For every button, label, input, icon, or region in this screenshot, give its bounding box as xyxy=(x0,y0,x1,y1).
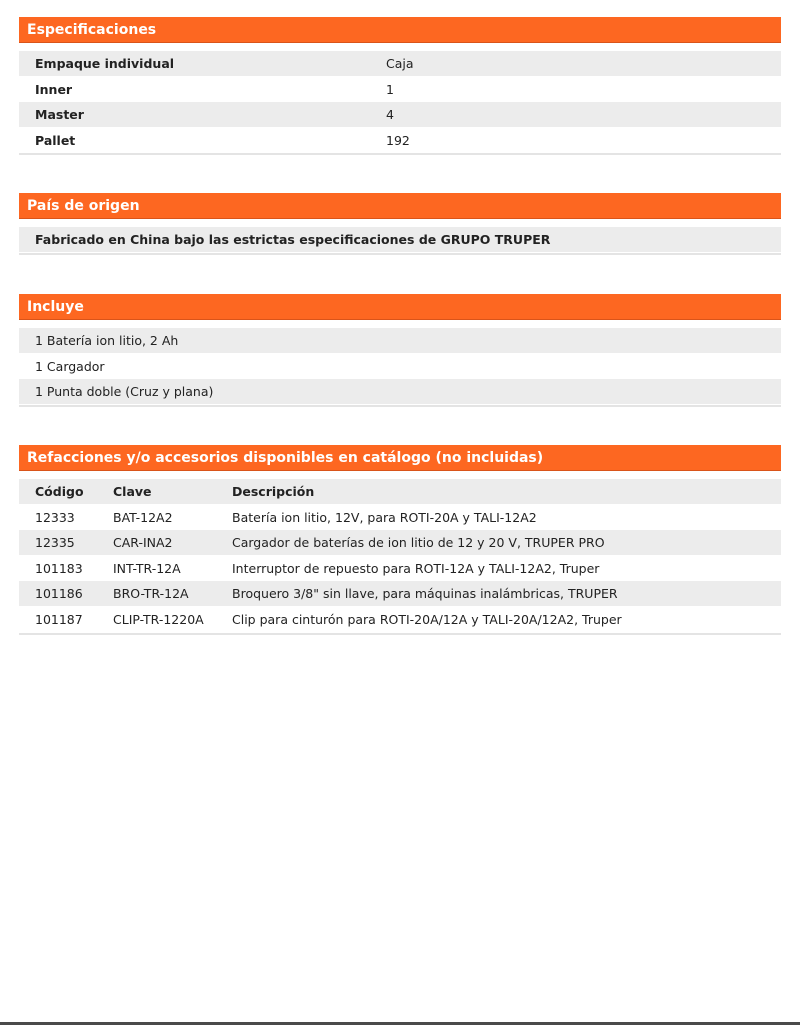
spec-value: 192 xyxy=(386,132,410,148)
spec-row xyxy=(19,128,781,154)
table-row xyxy=(19,607,781,633)
part-description: Batería ion litio, 12V, para ROTI-20A y TALI-12A2 xyxy=(232,509,537,525)
spec-label: Pallet xyxy=(35,132,76,148)
part-key: BAT-12A2 xyxy=(113,509,173,525)
column-header-code: Código xyxy=(35,484,84,499)
spec-value: 1 xyxy=(386,81,394,97)
spec-row xyxy=(19,77,781,103)
table-row xyxy=(19,556,781,582)
part-key: INT-TR-12A xyxy=(113,560,181,576)
spare-parts-section xyxy=(19,445,781,635)
origin-section xyxy=(19,193,781,255)
includes-item xyxy=(19,354,781,380)
includes-item xyxy=(19,328,781,354)
origin-text: Fabricado en China bajo las estrictas especificaciones de GRUPO TRUPER xyxy=(35,232,551,247)
spec-value: 4 xyxy=(386,107,394,123)
spec-label: Empaque individual xyxy=(35,56,175,71)
table-row xyxy=(19,581,781,607)
spec-row xyxy=(19,102,781,128)
part-code: 101187 xyxy=(35,611,83,627)
part-key: CLIP-TR-1220A xyxy=(113,611,204,627)
table-header-row xyxy=(19,479,781,505)
specifications-section xyxy=(19,17,781,155)
includes-header: Incluye xyxy=(19,294,781,320)
table-row xyxy=(19,505,781,531)
spec-label: Master xyxy=(35,107,84,123)
part-description: Interruptor de repuesto para ROTI-12A y TALI-12A2, Truper xyxy=(232,560,600,576)
includes-item-text: 1 Batería ion litio, 2 Ah xyxy=(35,333,179,348)
part-code: 12335 xyxy=(35,535,75,551)
section-divider xyxy=(19,633,781,635)
includes-item-text: 1 Punta doble (Cruz y plana) xyxy=(35,384,214,400)
section-divider xyxy=(19,153,781,155)
includes-item xyxy=(19,379,781,405)
spare-parts-header: Refacciones y/o accesorios disponibles en catálogo (no incluidas) xyxy=(19,445,781,471)
part-code: 12333 xyxy=(35,509,75,525)
part-description: Broquero 3/8" sin llave, para máquinas inalámbricas, TRUPER xyxy=(232,586,618,602)
part-description: Clip para cinturón para ROTI-20A/12A y TALI-20A/12A2, Truper xyxy=(232,611,622,627)
table-row xyxy=(19,530,781,556)
column-header-description: Descripción xyxy=(232,484,315,499)
section-divider xyxy=(19,253,781,255)
part-code: 101183 xyxy=(35,560,83,576)
column-header-key: Clave xyxy=(113,484,152,499)
spec-value: Caja xyxy=(386,56,414,71)
part-code: 101186 xyxy=(35,586,83,602)
section-divider xyxy=(19,405,781,407)
origin-header: País de origen xyxy=(19,193,781,219)
specifications-header: Especificaciones xyxy=(19,17,781,43)
part-description: Cargador de baterías de ion litio de 12 y 20 V, TRUPER PRO xyxy=(232,535,605,551)
includes-section xyxy=(19,294,781,407)
spec-label: Inner xyxy=(35,81,73,97)
includes-item-text: 1 Cargador xyxy=(35,358,105,374)
origin-row xyxy=(19,227,781,253)
spec-row xyxy=(19,51,781,77)
part-key: BRO-TR-12A xyxy=(113,586,189,602)
part-key: CAR-INA2 xyxy=(113,535,173,551)
